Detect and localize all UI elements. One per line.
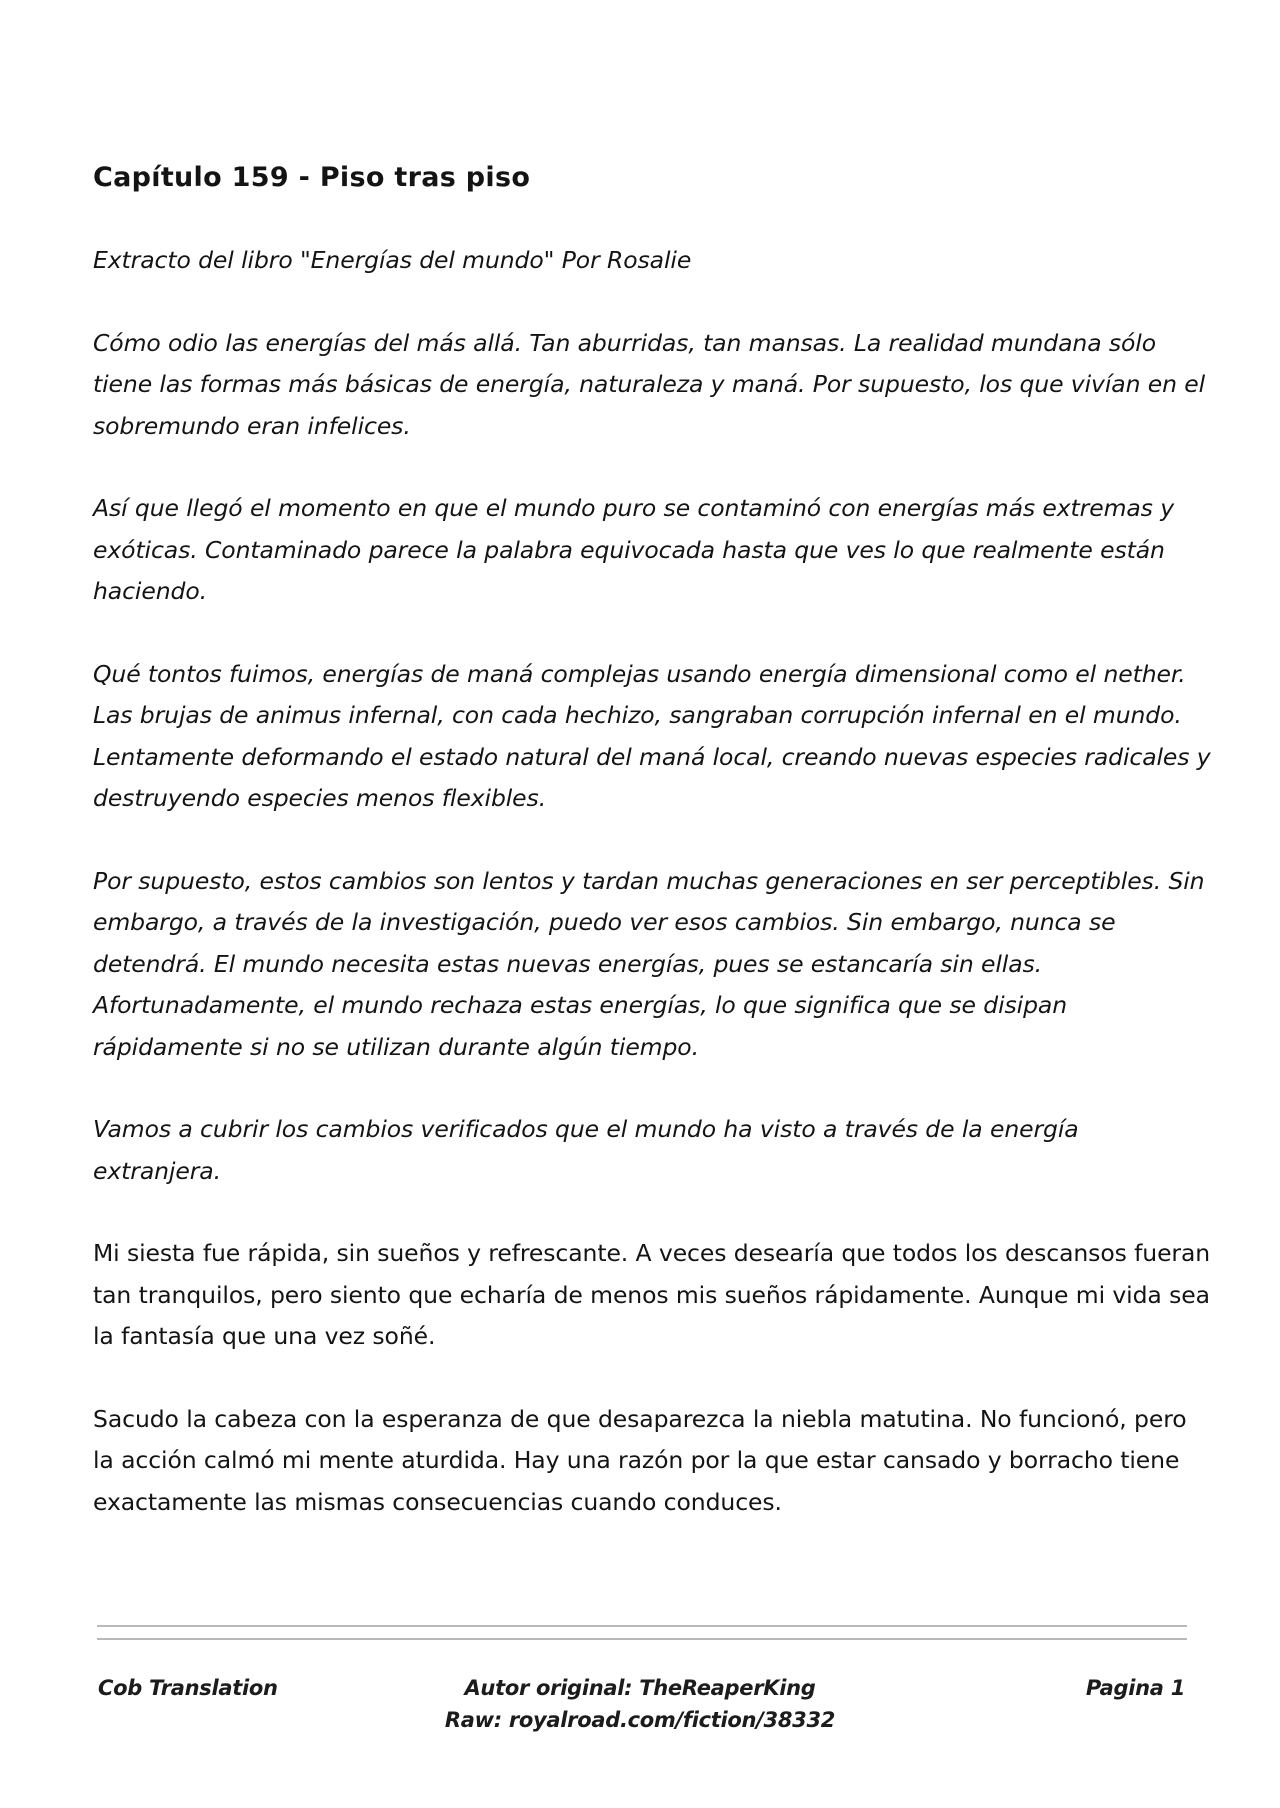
chapter-title: Capítulo 159 - Piso tras piso (93, 162, 531, 193)
footer-translator: Cob Translation (98, 1676, 278, 1700)
paragraph-narrative-2: Sacudo la cabeza con la esperanza de que desaparezca la niebla matutina. No funcionó, pero la acción calmó mi mente aturdida. Hay una razón por la que estar cansado y borracho tiene exactamente las mismas consecuencias cuando conduces. (93, 1404, 1187, 1516)
paragraph-excerpt-5: Vamos a cubrir los cambios verificados que el mundo ha visto a través de la energía extranjera. (93, 1115, 1079, 1185)
paragraph-excerpt-2: Así que llegó el momento en que el mundo puro se contaminó con energías más extremas y exóticas. Contaminado parece la palabra equivocada hasta que ves lo que realmente están haciendo. (93, 494, 1175, 605)
footer-raw-source: Raw: royalroad.com/fiction/38332 (444, 1708, 836, 1732)
paragraph-excerpt-4: Por supuesto, estos cambios son lentos y tardan muchas generaciones en ser perceptibles. Sin embargo, a través de la investigación, puedo ver esos cambios. Sin embargo, nunca se detendrá. El mundo necesita estas nuevas energías, pues se estancaría sin ellas. Afortunadamente, el mundo rechaza estas energías, lo que significa que se disipan rápidamente si no se utilizan durante algún tiempo. (93, 866, 1205, 1061)
paragraph-excerpt-source: Extracto del libro "Energías del mundo" Por Rosalie (93, 246, 692, 274)
footer-original-author: Autor original: TheReaperKing (464, 1676, 816, 1700)
chapter-body (93, 240, 1213, 1564)
paragraph-narrative-1: Mi siesta fue rápida, sin sueños y refrescante. A veces desearía que todos los descansos fueran tan tranquilos, pero siento que echaría de menos mis sueños rápidamente. Aunque mi vida sea la fantasía que una vez soñé. (93, 1239, 1211, 1350)
footer-divider-bottom (97, 1638, 1187, 1640)
footer-divider-top (97, 1625, 1187, 1627)
footer-page-number: Pagina 1 (1085, 1676, 1185, 1700)
paragraph-excerpt-3: Qué tontos fuimos, energías de maná complejas usando energía dimensional como el nether. Las brujas de animus infernal, con cada hechizo, sangraban corrupción infernal en el mundo. Lentamente deformando el estado natural del maná local, creando nuevas especies radicales y destruyendo especies menos flexibles. (93, 659, 1211, 812)
paragraph-excerpt-1: Cómo odio las energías del más allá. Tan aburridas, tan mansas. La realidad mundana sólo tiene las formas más básicas de energía, naturaleza y maná. Por supuesto, los que vivían en el sobremundo eran infelices. (93, 328, 1206, 440)
footer-credits (340, 1672, 940, 1736)
